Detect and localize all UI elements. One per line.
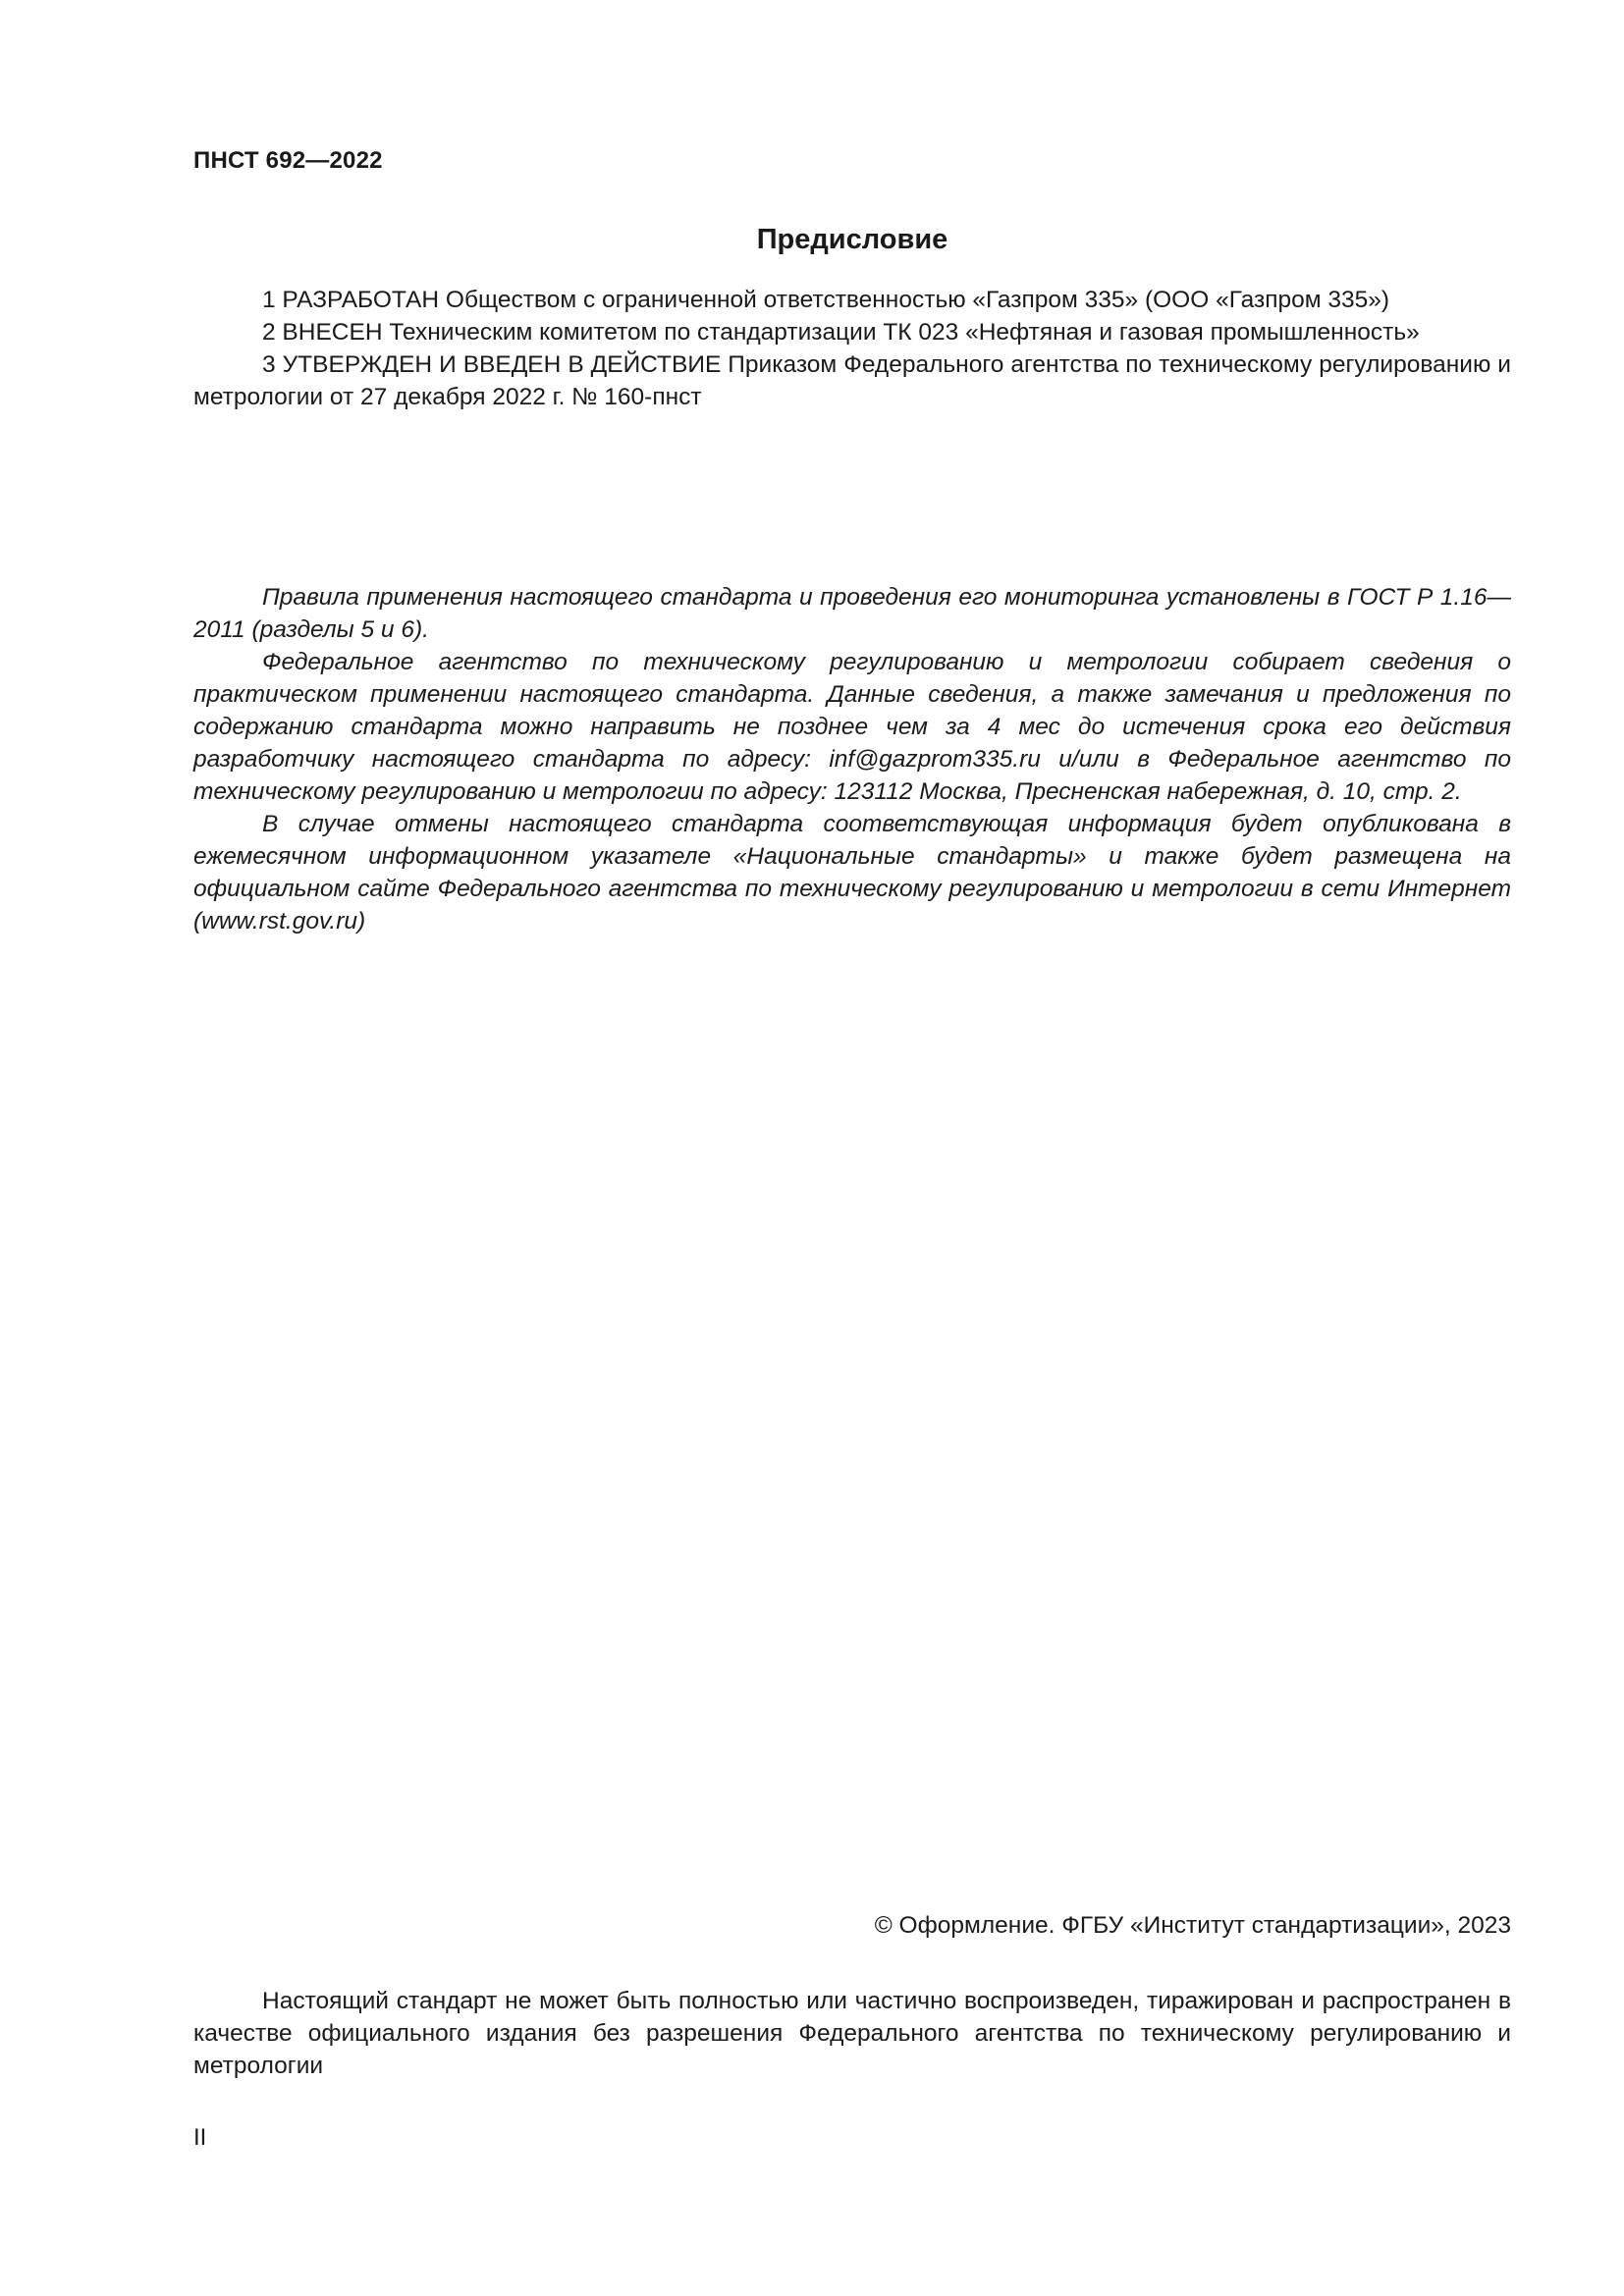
cancellation-paragraph: В случае отмены настоящего стандарта соответствующая информация будет опубликована в ежемесячном информационном указателе «Национальные стандарты» и также будет размещена на официальном сайте Федерального агентства по техническому регулированию и метрологии в сети Интернет (www.rst.gov.ru) (193, 811, 1511, 934)
foreword-list (193, 284, 1511, 413)
page-number: II (193, 2124, 207, 2151)
feedback-paragraph: Федеральное агентство по техническому регулированию и метрологии собирает сведения о практическом применении настоящего стандарта. Данные сведения, а также замечания и предложения по содержанию стандарта можно направить не позднее чем за 4 мес до истечения срока его действия разработчику настоящего стандарта по адресу: inf@gazprom335.ru и/или в Федеральное агентство по техническому регулированию и метрологии по адресу: 123112 Москва, Пресненская набережная, д. 10, стр. 2. (193, 649, 1511, 805)
foreword-item-developed: 1 РАЗРАБОТАН Обществом с ограниченной ответственностью «Газпром 335» (ООО «Газпром 335») (262, 287, 1390, 313)
foreword-item-introduced: 2 ВНЕСЕН Техническим комитетом по стандартизации ТК 023 «Нефтяная и газовая промышленность» (262, 319, 1420, 346)
section-title: Предисловие (756, 224, 948, 255)
rules-paragraph: Правила применения настоящего стандарта и проведения его мониторинга установлены в ГОСТ Р 1.16—2011 (разделы 5 и 6). (193, 584, 1511, 643)
application-rules (193, 581, 1511, 937)
document-code: ПНСТ 692—2022 (193, 147, 383, 174)
copyright-line: © Оформление. ФГБУ «Институт стандартизации», 2023 (874, 1912, 1511, 1939)
foreword-item-approved: 3 УТВЕРЖДЕН И ВВЕДЕН В ДЕЙСТВИЕ Приказом Федерального агентства по техническому регулированию и метрологии от 27 декабря 2022 г. № 160-пнст (193, 351, 1511, 410)
reproduction-notice (193, 1985, 1511, 2082)
notice-paragraph: Настоящий стандарт не может быть полностью или частично воспроизведен, тиражирован и распространен в качестве официального издания без разрешения Федерального агентства по техническому регулированию и метрологии (193, 1988, 1511, 2079)
